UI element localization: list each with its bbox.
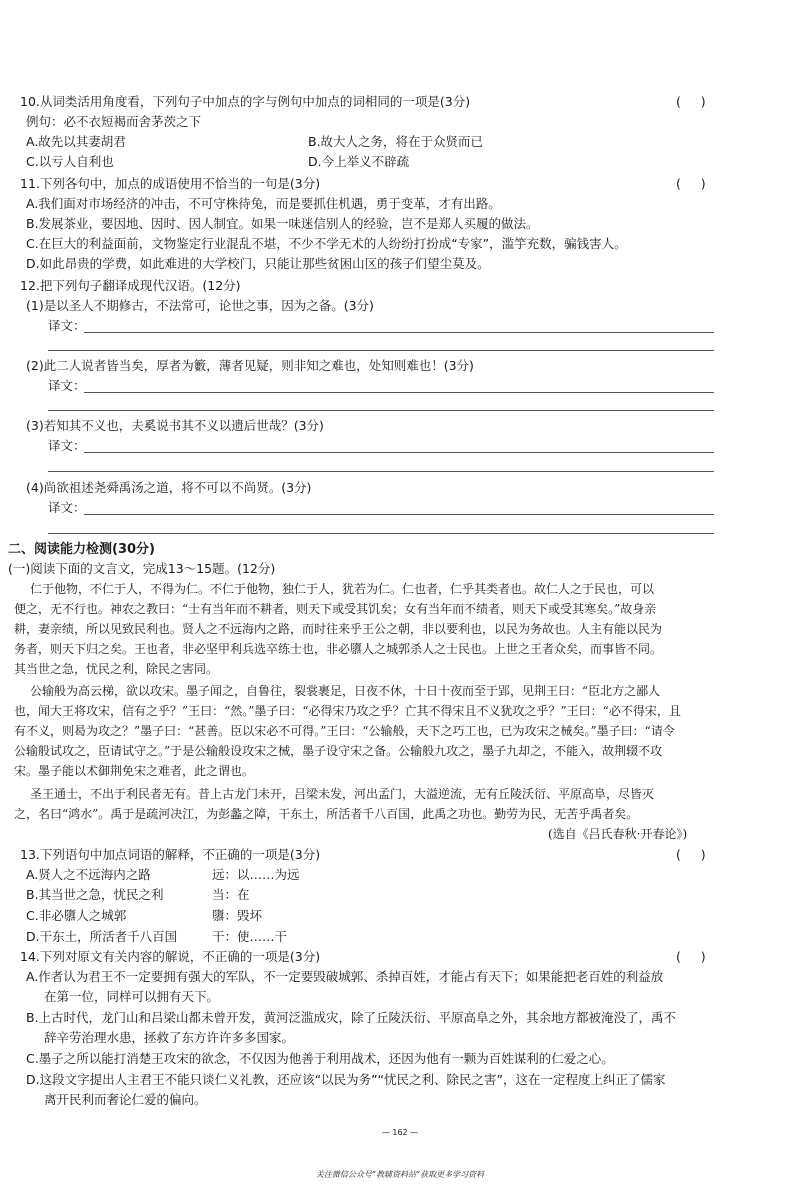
answer-line[interactable] — [84, 392, 714, 393]
q12-sentence-2: (2)此二人说者皆当矣，厚者为籔，薄者见疑，则非知之难也，处知则难也！(3分) — [26, 358, 474, 373]
answer-line[interactable] — [48, 410, 714, 411]
q14-option-d: D.这段文字提出人主君王不能只谈仁义礼教，还应该“以民为务”“忧民之利、除民之害”，这在一定程度上纠正了儒家 — [26, 1072, 666, 1087]
q13-option-c: C.非必隳人之城郭 — [26, 908, 127, 923]
q14-option-c: C.墨子之所以能打消楚王攻宋的欲念，不仅因为他善于利用战术，还因为他有一颗为百姓谋利的仁爱之心。 — [26, 1051, 614, 1066]
passage-line: 其当世之急，忧民之利，除民之害同。 — [14, 662, 219, 676]
q10-example: 例句：必不衣短褐而舍茅茨之下 — [26, 114, 202, 129]
page-number: — 162 — — [381, 1128, 419, 1137]
passage-line: 公输般为高云梯，欲以攻宋。墨子闻之，自鲁往，裂裳裹足，日夜不休，十日十夜而至于郢，见荆王曰：“臣北方之鄙人 — [30, 684, 661, 698]
translate-label-2: 译文： — [48, 378, 86, 393]
q12-stem: 12.把下列句子翻译成现代汉语。(12分) — [20, 278, 241, 293]
q14-option-b: B.上古时代，龙门山和吕梁山都未曾开发，黄河泛滥成灾，除了丘陵沃衍、平原高阜之外，其余地方都被淹没了，禹不 — [26, 1010, 677, 1025]
q11-stem: 11.下列各句中，加点的成语使用不恰当的一句是(3分) — [20, 176, 321, 191]
q13-gloss-a: 远：以……为远 — [212, 867, 300, 882]
q11-option-d: D.如此昂贵的学费，如此难进的大学校门，只能让那些贫困山区的孩子们望尘莫及。 — [26, 256, 490, 271]
q10-stem: 10.从词类活用角度看，下列句子中加点的字与例句中加点的词相同的一项是(3分) — [20, 94, 471, 109]
q11-option-b: B.发展茶业，要因地、因时、因人制宜。如果一味迷信别人的经验，岂不是郑人买履的做法。 — [26, 216, 539, 231]
q14-option-a: A.作者认为君王不一定要拥有强大的军队，不一定要毁破城郭、杀掉百姓，才能占有天下；如果能把老百姓的利益放 — [26, 969, 664, 984]
q13-option-b: B.其当世之急，忧民之利 — [26, 887, 164, 902]
q13-gloss-b: 当：在 — [212, 887, 250, 902]
q10-option-d: D.今上举义不辟疏 — [308, 154, 410, 169]
q10-answer-paren[interactable]: ( ) — [676, 94, 706, 109]
q13-option-a: A.贤人之不远海内之路 — [26, 867, 151, 882]
passage-line: 便之，无不行也。神农之教曰：“士有当年而不耕者，则天下或受其饥矣；女有当年而不绩者，则天下或受其寒矣。”故身亲 — [14, 602, 657, 616]
q12-sentence-4: (4)尚欲祖述尧舜禹汤之道，将不可以不尚贤。(3分) — [26, 480, 312, 495]
q13-stem: 13.下列语句中加点词语的解释，不正确的一项是(3分) — [20, 847, 321, 862]
translate-label-4: 译文： — [48, 500, 86, 515]
q13-option-d: D.干东土，所活者千八百国 — [26, 929, 178, 944]
answer-line[interactable] — [84, 514, 714, 515]
passage-line: 仁于他物，不仁于人，不得为仁。不仁于他物，独仁于人，犹若为仁。仁也者，仁乎其类者也。故仁人之于民也，可以 — [30, 582, 655, 596]
answer-line[interactable] — [84, 332, 714, 333]
q14-answer-paren[interactable]: ( ) — [676, 949, 706, 964]
passage-line: 也，闻大王将攻宋，信有之乎？”王曰：“然。”墨子曰：“必得宋乃攻之乎？亡其不得宋且不义犹攻之乎？”王曰：“必不得宋，且 — [14, 704, 681, 718]
passage-line: 圣王通士，不出于利民者无有。昔上古龙门未开，吕梁未发，河出孟门，大溢逆流，无有丘陵沃衍、平原高阜，尽皆灭 — [30, 787, 655, 801]
passage-line: 公输般试攻之，臣请试守之。”于是公输般设攻宋之械，墨子设守宋之备。公输般九攻之，墨子九却之，不能入，故荆辍不攻 — [14, 744, 663, 758]
answer-line[interactable] — [84, 452, 714, 453]
q14-stem: 14.下列对原文有关内容的解说，不正确的一项是(3分) — [20, 949, 321, 964]
q14-option-b-cont: 辞辛劳治理水患，拯救了东方许许多多国家。 — [44, 1030, 295, 1045]
passage-line: 耕，妻亲绩，所以见致民利也。贤人之不远海内之路，而时往来乎王公之朝，非以要利也，以民为务故也。人主有能以民为 — [14, 622, 663, 636]
q13-gloss-c: 隳：毁坏 — [212, 908, 263, 923]
watermark-footer: 关注微信公众号“教辅资料站”获取更多学习资料 — [315, 1170, 485, 1179]
q14-option-a-cont: 在第一位，同样可以拥有天下。 — [44, 989, 220, 1004]
q13-answer-paren[interactable]: ( ) — [676, 847, 706, 862]
passage-source: (选自《吕氏春秋·开春论》) — [548, 827, 688, 841]
q11-answer-paren[interactable]: ( ) — [676, 176, 706, 191]
section-title: 二、阅读能力检测(30分) — [8, 542, 155, 557]
q10-option-a: A.故先以其妻胡君 — [26, 134, 126, 149]
passage-line: 宋。墨子能以术御荆免宋之难者，此之谓也。 — [14, 764, 255, 778]
reading-instruction: (一)阅读下面的文言文，完成13～15题。(12分) — [8, 561, 276, 576]
passage-line: 有不义，则曷为攻之？”墨子曰：“甚善。臣以宋必不可得。”王曰：“公输般，天下之巧工也，已为攻宋之械矣。”墨子曰：“请令 — [14, 724, 675, 738]
q13-gloss-d: 干：使……干 — [212, 929, 288, 944]
translate-label-1: 译文： — [48, 318, 86, 333]
translate-label-3: 译文： — [48, 438, 86, 453]
q10-option-c: C.以亏人自利也 — [26, 154, 114, 169]
answer-line[interactable] — [48, 350, 714, 351]
q11-option-c: C.在巨大的利益面前，文物鉴定行业混乱不堪，不少不学无术的人纷纷打扮成“专家”，滥竽充数，骗钱害人。 — [26, 236, 627, 251]
passage-line: 务者，则天下归之矣。王也者，非必坚甲利兵选卒练士也，非必隳人之城郭杀人之士民也。上世之王者众矣，而事皆不同。 — [14, 642, 663, 656]
answer-line[interactable] — [48, 471, 714, 472]
q12-sentence-3: (3)若知其不义也，夫奚说书其不义以遗后世哉？(3分) — [26, 418, 324, 433]
q14-option-d-cont: 离开民利而奢论仁爱的偏向。 — [44, 1092, 207, 1107]
q12-sentence-1: (1)是以圣人不期修古，不法常可，论世之事，因为之备。(3分) — [26, 298, 374, 313]
q10-option-b: B.故大人之务，将在于众贤而已 — [308, 134, 484, 149]
answer-line[interactable] — [48, 533, 714, 534]
passage-line: 之，名曰“鸿水”。禹于是疏河决江，为彭蠡之障，干东土，所活者千八百国，此禹之功也。勤劳为民，无苦乎禹者矣。 — [14, 807, 639, 821]
q11-option-a: A.我们面对市场经济的冲击，不可守株待兔，而是要抓住机遇，勇于变革，才有出路。 — [26, 196, 501, 211]
